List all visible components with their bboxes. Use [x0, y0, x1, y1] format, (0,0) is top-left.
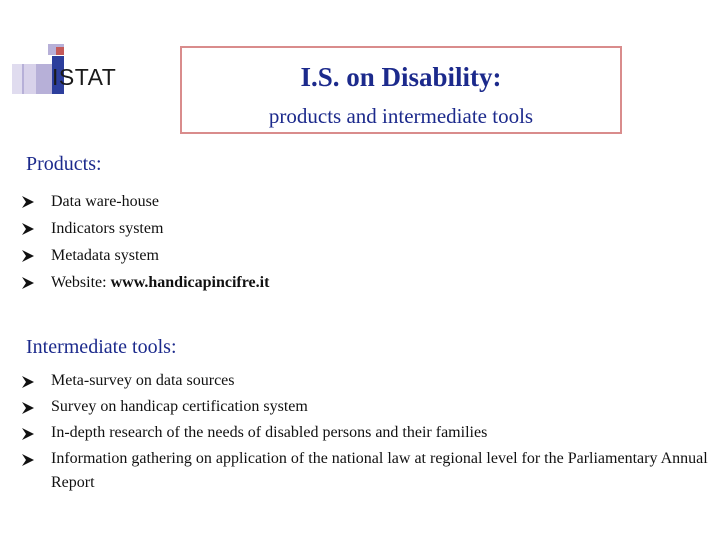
- arrowhead-bullet-icon: [22, 368, 40, 395]
- arrowhead-bullet-icon: [22, 242, 40, 269]
- list-item: Data ware-house: [22, 188, 269, 215]
- tools-heading: Intermediate tools:: [26, 336, 177, 358]
- logo-text: ISTAT: [52, 64, 117, 90]
- products-heading: Products:: [26, 153, 102, 175]
- arrowhead-bullet-icon: [22, 188, 40, 215]
- slide-subtitle: products and intermediate tools: [268, 104, 534, 128]
- list-item: Indicators system: [22, 215, 269, 242]
- tools-list: [22, 368, 711, 495]
- title-box: [180, 46, 622, 134]
- list-item: Information gathering on application of the national law at regional level for the Parliamentary Annual Report: [22, 446, 711, 495]
- list-item-website: [22, 269, 269, 296]
- arrowhead-bullet-icon: [22, 394, 40, 421]
- list-item: In-depth research of the needs of disabled persons and their families: [22, 420, 711, 446]
- arrowhead-bullet-icon: [22, 420, 40, 447]
- website-label: Website:: [51, 274, 111, 291]
- arrowhead-bullet-icon: [22, 269, 40, 296]
- list-item: Meta-survey on data sources: [22, 368, 711, 394]
- arrowhead-bullet-icon: [22, 215, 40, 242]
- slide-title: I.S. on Disability:: [300, 62, 502, 92]
- products-list: [22, 188, 269, 296]
- arrowhead-bullet-icon: [22, 446, 40, 473]
- list-item: Metadata system: [22, 242, 269, 269]
- list-item: Survey on handicap certification system: [22, 394, 711, 420]
- website-url[interactable]: www.handicapincifre.it: [110, 274, 270, 291]
